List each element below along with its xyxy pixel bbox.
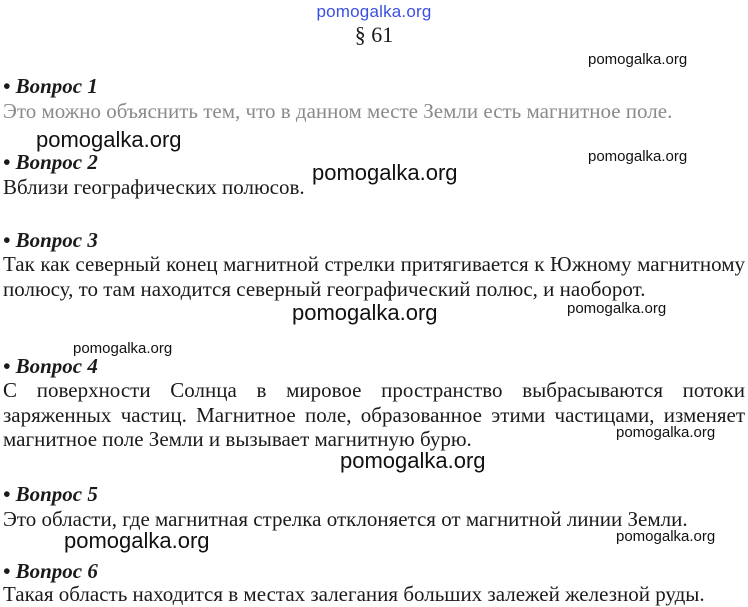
- watermark: pomogalka.org: [616, 424, 716, 441]
- watermark: pomogalka.org: [312, 160, 458, 185]
- watermark: pomogalka.org: [588, 148, 688, 165]
- question-2-answer: Вблизи географических полюсов.: [3, 175, 305, 199]
- watermark: pomogalka.org: [340, 448, 486, 473]
- question-4-title: • Вопрос 4: [3, 354, 98, 378]
- question-2-title: • Вопрос 2: [3, 150, 98, 174]
- question-1-answer: Это можно объяснить тем, что в данном месте Земли есть магнитное поле.: [3, 99, 673, 123]
- question-3-answer: Так как северный конец магнитной стрелки притягивается к Южному магнитному полюсу, то там находится северный географический полюс, и наоборот.: [3, 252, 745, 301]
- watermark: pomogalka.org: [567, 300, 667, 317]
- question-1-title: • Вопрос 1: [3, 74, 98, 98]
- question-5-answer: Это области, где магнитная стрелка отклоняется от магнитной линии Земли.: [3, 507, 688, 531]
- site-header-link[interactable]: pomogalka.org: [316, 2, 432, 21]
- watermark: pomogalka.org: [64, 528, 210, 553]
- question-5-title: • Вопрос 5: [3, 482, 98, 506]
- question-6-title: • Вопрос 6: [3, 559, 98, 583]
- watermark: pomogalka.org: [36, 127, 182, 152]
- question-6-answer: Такая область находится в местах залегания больших залежей железной руды.: [3, 582, 705, 606]
- watermark: pomogalka.org: [292, 300, 438, 325]
- question-4-answer: С поверхности Солнца в мировое пространство выбрасываются потоки заряженных частиц. Магнитное поле, образованное этими частицами, изменяет магнитное поле Земли и вызывает магнитную бурю.: [3, 378, 745, 451]
- question-3-title: • Вопрос 3: [3, 228, 98, 252]
- watermark: pomogalka.org: [73, 340, 173, 357]
- watermark: pomogalka.org: [588, 51, 688, 68]
- watermark: pomogalka.org: [616, 528, 716, 545]
- section-number: § 61: [354, 22, 394, 47]
